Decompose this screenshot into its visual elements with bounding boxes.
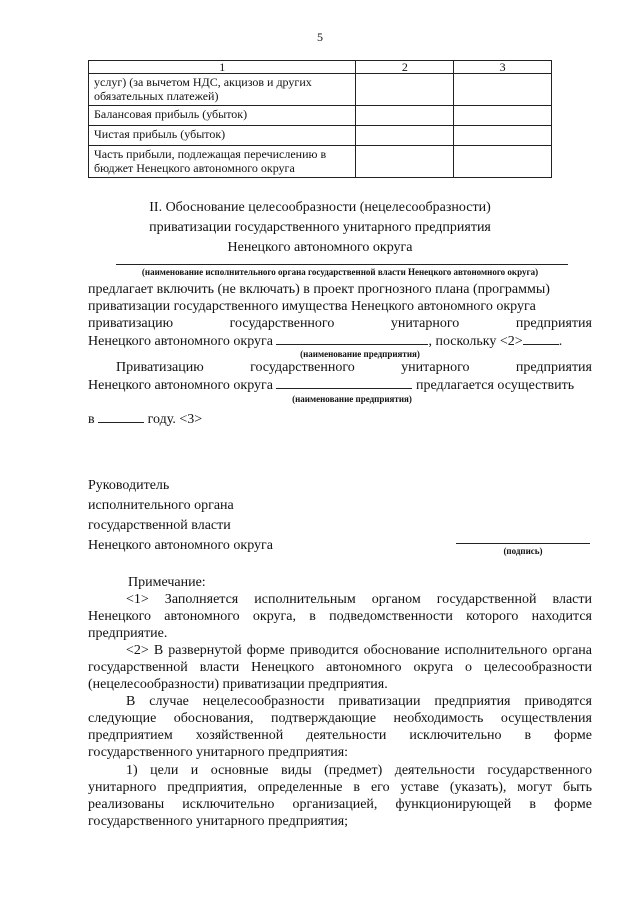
word: приватизацию xyxy=(88,316,174,331)
text: в xyxy=(88,412,99,427)
note-1: <1> Заполняется исполнительным органом государственной власти Ненецкого автономного округа, в подведомственности которого находится предприятие. xyxy=(88,592,592,641)
word: предприятия xyxy=(515,316,592,331)
table-header-cell: 3 xyxy=(454,61,552,74)
word: Приватизацию xyxy=(116,360,204,375)
table-header-cell: 1 xyxy=(89,61,356,74)
table-cell xyxy=(356,146,454,178)
signature-block xyxy=(88,476,388,556)
para2-line1 xyxy=(116,359,592,376)
table-row xyxy=(89,146,552,178)
table-row xyxy=(89,106,552,126)
enterprise-name-blank-1 xyxy=(276,332,428,345)
section-title xyxy=(88,198,552,258)
para2-line2 xyxy=(88,376,592,394)
enterprise-caption-1: (наименование предприятия) xyxy=(300,349,420,359)
signature-caption: (подпись) xyxy=(503,546,543,556)
table-cell xyxy=(356,106,454,126)
year-line xyxy=(88,410,202,428)
table-cell-label: Часть прибыли, подлежащая перечислению в бюджет Ненецкого автономного округа xyxy=(89,146,356,178)
note-3: В случае нецелесообразности приватизации предприятия приводятся следующие обоснования, подтверждающие необходимость осуществления предприятием хозяйственной деятельности исключительно в форме государственного унитарного предприятия: xyxy=(88,694,592,760)
table-cell-label: Чистая прибыль (убыток) xyxy=(89,126,356,146)
text: Ненецкого автономного округа xyxy=(88,378,277,393)
section-title-line: Ненецкого автономного округа xyxy=(227,240,413,255)
table-header-cell: 2 xyxy=(356,61,454,74)
table-cell xyxy=(454,126,552,146)
reason-blank xyxy=(523,332,559,345)
table-row xyxy=(89,126,552,146)
word: унитарного xyxy=(390,316,460,331)
text: Ненецкого автономного округа xyxy=(88,334,277,349)
para1-line1: предлагает включить (не включать) в проект прогнозного плана (программы) xyxy=(88,282,550,297)
word: государственного xyxy=(229,316,335,331)
signature-underline xyxy=(456,543,590,544)
table-header-row xyxy=(89,61,552,74)
para1-line4 xyxy=(88,332,592,350)
word: государственного xyxy=(250,360,355,375)
section-title-line: приватизации государственного унитарного предприятия xyxy=(149,220,491,235)
text: году. <3> xyxy=(144,412,203,427)
page-number: 5 xyxy=(317,30,323,44)
note-2: <2> В развернутой форме приводится обоснование исполнительного органа государственной власти Ненецкого автономного округа о целесообразности (нецелесообразности) приватизации предприятия. xyxy=(88,643,592,692)
table-cell-label: Балансовая прибыль (убыток) xyxy=(89,106,356,126)
text: , поскольку <2> xyxy=(428,334,523,349)
table-cell-label: услуг) (за вычетом НДС, акцизов и других обязательных платежей) xyxy=(89,74,356,106)
table-cell xyxy=(356,74,454,106)
para1-line2: приватизации государственного имущества Ненецкого автономного округа xyxy=(88,299,536,314)
note-4: 1) цели и основные виды (предмет) деятельности государственного унитарного предприятия, определенные в его уставе (указать), могут быть реализованы исключительно организацией, функционирующей в форме государственного унитарного предприятия; xyxy=(88,763,592,829)
signature-line: Руководитель xyxy=(88,478,170,493)
signature-line: исполнительного органа xyxy=(88,498,234,513)
table-row xyxy=(89,74,552,106)
word: предприятия xyxy=(515,360,592,375)
table-cell xyxy=(454,146,552,178)
organ-name-line xyxy=(116,264,568,265)
signature-line: государственной власти xyxy=(88,518,231,533)
table-cell xyxy=(454,106,552,126)
enterprise-caption-2: (наименование предприятия) xyxy=(292,394,412,404)
signature-line: Ненецкого автономного округа xyxy=(88,538,273,553)
enterprise-name-blank-2 xyxy=(276,376,412,389)
para1-line3 xyxy=(88,315,592,332)
text: предлагается осуществить xyxy=(412,378,575,393)
section-title-line: II. Обоснование целесообразности (нецелесообразности) xyxy=(149,200,491,215)
table-cell xyxy=(454,74,552,106)
notes-title: Примечание: xyxy=(128,575,206,590)
organ-name-caption: (наименование исполнительного органа государственной власти Ненецкого автономного округа) xyxy=(141,267,539,277)
table-cell xyxy=(356,126,454,146)
text: . xyxy=(558,334,563,349)
financial-table xyxy=(88,60,552,178)
year-blank xyxy=(98,410,144,423)
word: унитарного xyxy=(401,360,470,375)
